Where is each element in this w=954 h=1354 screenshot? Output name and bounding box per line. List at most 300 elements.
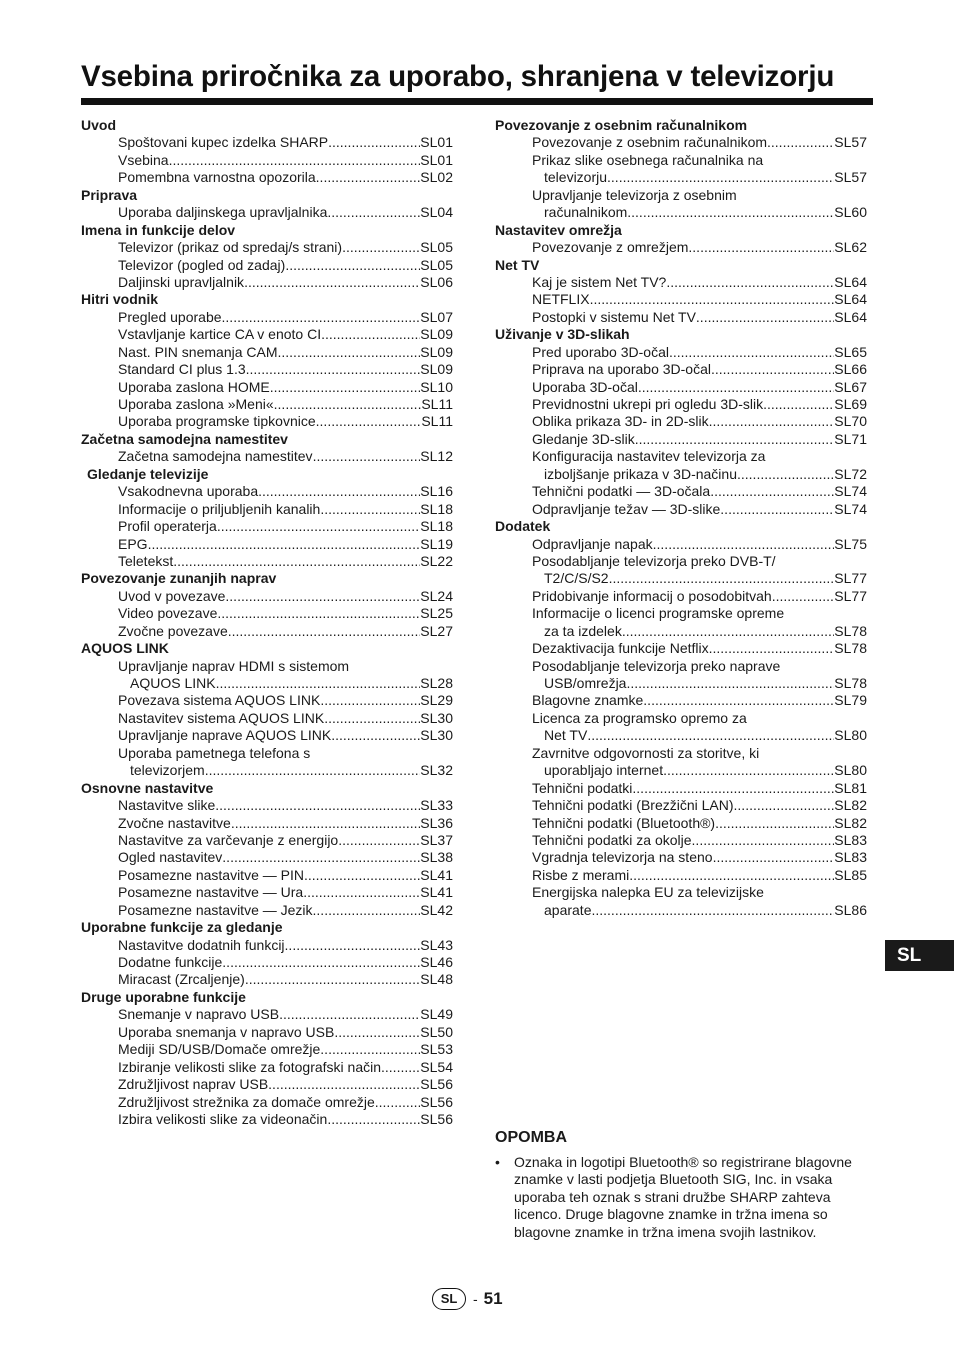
toc-entry-page: SL78 [834, 622, 867, 639]
toc-entry [544, 466, 867, 483]
dot-leader [327, 204, 420, 221]
toc-entry-title: Uporaba daljinskega upravljalnika [118, 204, 328, 221]
toc-entry [118, 1094, 453, 1111]
toc-entry [532, 344, 867, 361]
page-footer [432, 1288, 503, 1310]
toc-entry-title: Net TV [544, 727, 588, 744]
toc-entry-title: televizorju [544, 169, 608, 186]
toc-entry-line: Konfiguracija nastavitev televizorja za [532, 448, 766, 465]
dot-leader [169, 152, 421, 169]
toc-entry-line: Upravljanje televizorja z osebnim [532, 186, 737, 203]
title-rule [81, 98, 873, 105]
toc-entry [544, 675, 867, 692]
dot-leader [258, 483, 420, 500]
toc-entry-title: Zvočne nastavitve [118, 814, 231, 831]
toc-entry-page: SL78 [834, 675, 867, 691]
toc-entry-page: SL25 [420, 605, 453, 622]
toc-entry-page: SL82 [834, 797, 867, 814]
toc-entry-title: Upravljanje naprave AQUOS LINK [118, 727, 332, 744]
dot-leader [285, 937, 421, 954]
dot-leader [692, 832, 835, 849]
toc-entry [118, 501, 453, 518]
toc-entry-page: SL01 [420, 151, 453, 168]
dot-leader [313, 448, 421, 465]
toc-entry-page: SL83 [834, 831, 867, 848]
dot-leader [274, 396, 422, 413]
toc-entry-title: USB/omrežja [544, 675, 627, 691]
toc-entry-page: SL46 [420, 954, 453, 970]
toc-entry-page: SL62 [834, 239, 867, 256]
toc-entry-line: Energijska nalepka EU za televizijske [532, 884, 764, 901]
toc-entry-title: Vstavljanje kartice CA v enoto CI [118, 326, 322, 343]
dot-leader [663, 762, 834, 779]
dot-leader [244, 274, 420, 291]
toc-entry-page: SL33 [420, 797, 453, 814]
toc-entry [532, 780, 867, 797]
dot-leader [643, 692, 834, 709]
dot-leader [320, 692, 420, 709]
toc-entry-page: SL02 [420, 169, 453, 186]
toc-entry [118, 152, 453, 169]
toc-entry-page: SL80 [834, 727, 867, 744]
dot-leader [635, 431, 835, 448]
note-text: Oznaka in logotipi Bluetooth® so registrirane blagovne znamke v lasti podjetja Bluetooth SIG, Inc. in vsaka uporaba teh oznak s strani družbe SHARP zahteva licenco. Druge blagovne znamke in tržna imena so blagovne znamke in tržna imena svojih lastnikov. [514, 1154, 852, 1240]
toc-entry-title: Začetna samodejna namestitev [118, 448, 313, 465]
toc-entry [532, 309, 867, 326]
toc-entry-page: SL70 [834, 413, 867, 430]
toc-section-heading: Začetna samodejna namestitev [81, 430, 288, 447]
toc-entry [544, 727, 867, 744]
toc-entry-page: SL64 [834, 291, 867, 308]
toc-entry-page: SL74 [834, 500, 867, 517]
toc-entry [118, 239, 453, 256]
toc-entry [532, 431, 867, 448]
toc-entry-title: Vgradnja televizorja na steno [532, 849, 713, 866]
toc-entry [118, 518, 453, 535]
toc-entry [118, 134, 453, 151]
note-bullet: • [495, 1154, 500, 1170]
toc-entry [118, 623, 453, 640]
toc-section-heading: Uživanje v 3D-slikah [495, 326, 630, 343]
language-tab: SL [885, 940, 954, 971]
toc-entry-title: uporabljajo internet [544, 762, 664, 779]
toc-entry-title: Tehnični podatki za okolje [532, 831, 692, 848]
toc-entry [118, 971, 453, 988]
toc-entry-line: Uporaba pametnega telefona s [118, 744, 311, 761]
toc-entry [532, 396, 867, 413]
toc-entry [118, 1041, 453, 1058]
dot-leader [313, 902, 421, 919]
toc-entry [118, 884, 453, 901]
toc-entry-title: Uporaba programske tipkovnice [118, 413, 316, 430]
dot-leader [222, 309, 421, 326]
toc-entry [118, 727, 453, 744]
dot-leader [304, 867, 420, 884]
dot-leader [627, 204, 834, 221]
toc-entry-page: SL57 [834, 134, 867, 151]
toc-entry-title: AQUOS LINK [130, 675, 216, 691]
toc-entry-page: SL67 [834, 378, 867, 395]
dot-leader [245, 971, 420, 988]
toc-entry [118, 832, 453, 849]
toc-section-heading: Osnovne nastavitve [81, 779, 214, 796]
dot-leader [632, 780, 834, 797]
toc-entry-page: SL42 [420, 901, 453, 918]
toc-entry [544, 204, 867, 221]
toc-entry-line: Zavrnitve odgovornosti za storitve, ki [532, 744, 760, 761]
dot-leader [720, 501, 834, 518]
dot-leader [629, 867, 834, 884]
toc-entry [118, 815, 453, 832]
dot-leader [320, 1041, 420, 1058]
toc-entry-title: Uporaba 3D-očal [532, 378, 638, 395]
page-number: 51 [483, 1289, 503, 1308]
toc-entry-page: SL71 [834, 430, 867, 447]
toc-entry [118, 1024, 453, 1041]
toc-entry [118, 588, 453, 605]
toc-entry [532, 640, 867, 657]
toc-entry-line: Informacije o licenci programske opreme [532, 605, 785, 622]
dot-leader [734, 797, 835, 814]
toc-entry-page: SL30 [420, 709, 453, 726]
dot-leader [715, 815, 834, 832]
toc-entry-title: Gledanje 3D-slik [532, 430, 635, 447]
toc-entry-page: SL16 [420, 483, 453, 500]
toc-entry-title: Previdnostni ukrepi pri ogledu 3D-slik [532, 396, 764, 412]
toc-entry-title: Nastavitev sistema AQUOS LINK [118, 709, 325, 726]
dot-leader [669, 344, 834, 361]
toc-entry [532, 239, 867, 256]
toc-entry-title: Oblika prikaza 3D- in 2D-slik [532, 413, 709, 430]
toc-entry [118, 326, 453, 343]
toc-entry [118, 204, 453, 221]
toc-entry-page: SL41 [420, 866, 453, 883]
toc-entry [118, 413, 453, 430]
toc-entry [118, 849, 453, 866]
dot-leader [324, 710, 420, 727]
dot-leader [278, 344, 421, 361]
dot-leader [217, 605, 420, 622]
toc-entry-title: Združljivost naprav USB [118, 1076, 269, 1093]
toc-entry-page: SL86 [834, 901, 867, 918]
dot-leader [607, 169, 834, 186]
toc-entry-title: Televizor (pogled od zadaj) [118, 256, 286, 273]
dot-leader [328, 134, 420, 151]
toc-entry-page: SL54 [420, 1058, 453, 1075]
toc-entry-page: SL29 [420, 692, 453, 709]
toc-entry-line: Licenca za programsko opremo za [532, 709, 747, 726]
dot-leader [666, 274, 834, 291]
toc-entry-title: Televizor (prikaz od spredaj/s strani) [118, 239, 343, 256]
toc-entry-page: SL18 [420, 518, 453, 535]
toc-entry-page: SL09 [420, 361, 453, 378]
dot-leader [709, 640, 835, 657]
toc-entry-title: Odpravljanje težav — 3D-slike [532, 500, 721, 517]
toc-section-heading: Net TV [495, 256, 540, 273]
toc-entry [118, 902, 453, 919]
toc-entry-page: SL56 [420, 1093, 453, 1110]
toc-section-heading: Uvod [81, 117, 116, 133]
toc-entry-page: SL77 [834, 570, 867, 587]
toc-entry-page: SL69 [834, 396, 867, 412]
toc-entry-title: Postopki v sistemu Net TV [532, 308, 696, 325]
toc-entry-page: SL04 [420, 204, 453, 221]
dot-leader [270, 379, 421, 396]
dot-leader [148, 536, 421, 553]
toc-entry-title: Povezovanje z omrežjem [532, 239, 689, 256]
dot-leader [710, 483, 834, 500]
toc-entry-page: SL19 [420, 535, 453, 552]
note-body [495, 1154, 875, 1241]
toc-entry-title: Združljivost strežnika za domače omrežje [118, 1093, 375, 1110]
toc-entry-line: Posodabljanje televizorja preko DVB-T/ [532, 552, 776, 569]
toc-entry-page: SL72 [834, 465, 867, 482]
toc-entry [118, 536, 453, 553]
toc-entry-title: Tehnični podatki [532, 779, 633, 796]
toc-entry [118, 797, 453, 814]
toc-entry-page: SL77 [834, 587, 867, 604]
toc-entry [544, 623, 867, 640]
toc-entry [544, 570, 867, 587]
toc-entry-page: SL74 [834, 483, 867, 500]
toc-entry-title: Pridobivanje informacij o posodobitvah [532, 587, 772, 604]
toc-entry-page: SL83 [834, 849, 867, 866]
toc-entry [532, 536, 867, 553]
toc-entry-title: Zvočne povezave [118, 622, 228, 639]
toc-entry-page: SL57 [834, 169, 867, 186]
dot-leader [696, 309, 834, 326]
toc-right-column [495, 117, 867, 919]
toc-entry-page: SL66 [834, 361, 867, 378]
toc-entry-page: SL09 [420, 326, 453, 343]
toc-entry-title: Daljinski upravljalnik [118, 273, 245, 290]
toc-entry-page: SL28 [420, 675, 453, 691]
dot-leader [285, 257, 420, 274]
toc-entry [118, 710, 453, 727]
toc-entry-page: SL50 [420, 1023, 453, 1040]
toc-entry-title: Posamezne nastavitve — Jezik [118, 901, 313, 918]
toc-entry-page: SL11 [421, 413, 453, 430]
toc-entry-page: SL48 [420, 971, 453, 988]
toc-entry-title: Pred uporabo 3D-očal [532, 343, 669, 360]
footer-separator: - [473, 1291, 478, 1307]
toc-entry [118, 954, 453, 971]
toc-entry-page: SL36 [420, 814, 453, 831]
dot-leader [246, 361, 421, 378]
toc-entry-title: Pomembna varnostna opozorila [118, 169, 316, 186]
toc-entry-title: Uporaba zaslona HOME [118, 378, 270, 395]
toc-section-heading: Povezovanje zunanjih naprav [81, 570, 277, 587]
toc-entry [532, 797, 867, 814]
toc-entry-title: EPG [118, 535, 148, 552]
dot-leader [327, 1111, 420, 1128]
toc-entry-page: SL80 [834, 762, 867, 779]
dot-leader [279, 1006, 420, 1023]
toc-entry-title: Profil operaterja [118, 518, 217, 535]
toc-section-heading: Gledanje televizije [87, 465, 209, 482]
dot-leader [215, 797, 420, 814]
dot-leader [316, 169, 421, 186]
dot-leader [590, 291, 835, 308]
toc-section-heading: Druge uporabne funkcije [81, 988, 246, 1005]
toc-entry-page: SL85 [834, 866, 867, 883]
dot-leader [767, 134, 834, 151]
toc-entry-page: SL49 [420, 1006, 453, 1023]
toc-entry [532, 413, 867, 430]
dot-leader [334, 1024, 420, 1041]
toc-entry-page: SL07 [420, 308, 453, 325]
toc-entry [532, 501, 867, 518]
toc-entry-title: T2/C/S/S2 [544, 570, 609, 587]
toc-entry-title: Tehnični podatki — 3D-očala [532, 483, 711, 500]
toc-section-heading: Povezovanje z osebnim računalnikom [495, 117, 748, 133]
dot-leader [231, 815, 420, 832]
dot-leader [711, 361, 834, 378]
toc-section-heading: Imena in funkcije delov [81, 221, 236, 238]
toc-entry [118, 692, 453, 709]
toc-entry-page: SL75 [834, 535, 867, 552]
toc-entry [130, 675, 453, 692]
toc-entry [118, 1059, 453, 1076]
toc-entry-title: Nastavitve dodatnih funkcij [118, 936, 285, 953]
dot-leader [737, 466, 834, 483]
toc-entry-page: SL65 [834, 343, 867, 360]
dot-leader [331, 727, 420, 744]
toc-entry-title: Tehnični podatki (Bluetooth®) [532, 814, 716, 831]
toc-entry-page: SL53 [420, 1041, 453, 1058]
toc-entry [118, 937, 453, 954]
toc-entry-page: SL18 [420, 500, 453, 517]
toc-entry-page: SL32 [420, 762, 453, 779]
toc-entry-page: SL56 [420, 1076, 453, 1093]
toc-entry-title: Kaj je sistem Net TV? [532, 273, 667, 290]
toc-entry [118, 1076, 453, 1093]
toc-entry-title: Priprava na uporabo 3D-očal [532, 361, 711, 378]
dot-leader [591, 902, 834, 919]
toc-entry-page: SL06 [420, 273, 453, 290]
toc-entry-title: Mediji SD/USB/Domače omrežje [118, 1041, 321, 1058]
toc-entry [532, 483, 867, 500]
toc-entry [118, 344, 453, 361]
toc-entry [118, 448, 453, 465]
toc-entry-page: SL56 [420, 1110, 453, 1127]
toc-left-column [81, 117, 453, 1128]
dot-leader [772, 588, 835, 605]
toc-entry [118, 1006, 453, 1023]
toc-entry [118, 553, 453, 570]
toc-entry-title: Povezava sistema AQUOS LINK [118, 692, 321, 709]
toc-entry-page: SL05 [420, 239, 453, 256]
toc-entry-title: Pregled uporabe [118, 308, 222, 325]
toc-entry [532, 588, 867, 605]
dot-leader [316, 413, 422, 430]
toc-entry-title: Nast. PIN snemanja CAM [118, 343, 278, 360]
dot-leader [622, 623, 834, 640]
dot-leader [217, 518, 420, 535]
toc-entry-title: Uporaba zaslona »Meni« [118, 396, 274, 412]
dot-leader [228, 623, 421, 640]
toc-section-heading: Nastavitev omrežja [495, 221, 622, 238]
toc-entry-title: Posamezne nastavitve — Ura [118, 884, 304, 901]
dot-leader [338, 832, 420, 849]
toc-entry-page: SL01 [420, 134, 453, 151]
dot-leader [216, 675, 421, 692]
toc-entry-title: Standard CI plus 1.3 [118, 361, 246, 378]
toc-entry [118, 274, 453, 291]
dot-leader [303, 884, 420, 901]
dot-leader [321, 326, 420, 343]
toc-entry-title: NETFLIX [532, 291, 590, 308]
toc-entry-line: Prikaz slike osebnega računalnika na [532, 151, 764, 168]
toc-section-heading: AQUOS LINK [81, 640, 169, 657]
toc-entry-page: SL37 [420, 831, 453, 848]
toc-entry [532, 379, 867, 396]
toc-entry-title: Snemanje v napravo USB [118, 1006, 280, 1023]
toc-entry [532, 815, 867, 832]
note-heading: OPOMBA [495, 1129, 567, 1146]
toc-entry [532, 692, 867, 709]
toc-entry-line: Upravljanje naprav HDMI s sistemom [118, 657, 350, 674]
toc-entry [532, 867, 867, 884]
toc-entry-title: Risbe z merami [532, 866, 630, 883]
toc-entry-title: Uporaba snemanja v napravo USB [118, 1023, 335, 1040]
toc-entry-page: SL27 [420, 622, 453, 639]
toc-entry-page: SL64 [834, 308, 867, 325]
dot-leader [342, 239, 420, 256]
toc-entry-title: Blagovne znamke [532, 692, 644, 709]
toc-entry [118, 483, 453, 500]
toc-entry [544, 902, 867, 919]
toc-entry-title: Izbira velikosti slike za videonačin [118, 1110, 328, 1127]
dot-leader [222, 849, 420, 866]
toc-entry [118, 361, 453, 378]
toc-entry-title: televizorjem [130, 762, 205, 779]
toc-entry-page: SL24 [420, 587, 453, 604]
dot-leader [375, 1094, 421, 1111]
dot-leader [688, 239, 834, 256]
dot-leader [205, 762, 421, 779]
toc-entry-page: SL30 [420, 727, 453, 744]
toc-entry [544, 762, 867, 779]
toc-entry-title: Izbiranje velikosti slike za fotografski način [118, 1058, 382, 1075]
toc-entry-page: SL10 [420, 378, 453, 395]
toc-entry [532, 291, 867, 308]
toc-entry-title: za ta izdelek [544, 622, 622, 639]
toc-entry-page: SL12 [420, 448, 453, 465]
dot-leader [626, 675, 834, 692]
toc-entry-page: SL05 [420, 256, 453, 273]
toc-entry-title: Tehnični podatki (Brezžični LAN) [532, 797, 734, 814]
toc-entry-title: Nastavitve slike [118, 797, 216, 814]
toc-entry-title: Spoštovani kupec izdelka SHARP [118, 134, 329, 151]
toc-section-heading: Uporabne funkcije za gledanje [81, 919, 283, 936]
toc-entry-page: SL81 [834, 779, 867, 796]
toc-entry-page: SL82 [834, 814, 867, 831]
dot-leader [638, 379, 834, 396]
toc-entry [532, 274, 867, 291]
toc-entry [118, 169, 453, 186]
toc-entry [532, 832, 867, 849]
toc-entry-page: SL09 [420, 343, 453, 360]
toc-entry [118, 379, 453, 396]
toc-entry [544, 169, 867, 186]
toc-entry [532, 849, 867, 866]
dot-leader [609, 570, 835, 587]
toc-entry-page: SL60 [834, 204, 867, 221]
toc-entry-page: SL78 [834, 640, 867, 657]
toc-entry [118, 396, 453, 413]
toc-entry-title: Video povezave [118, 605, 218, 622]
